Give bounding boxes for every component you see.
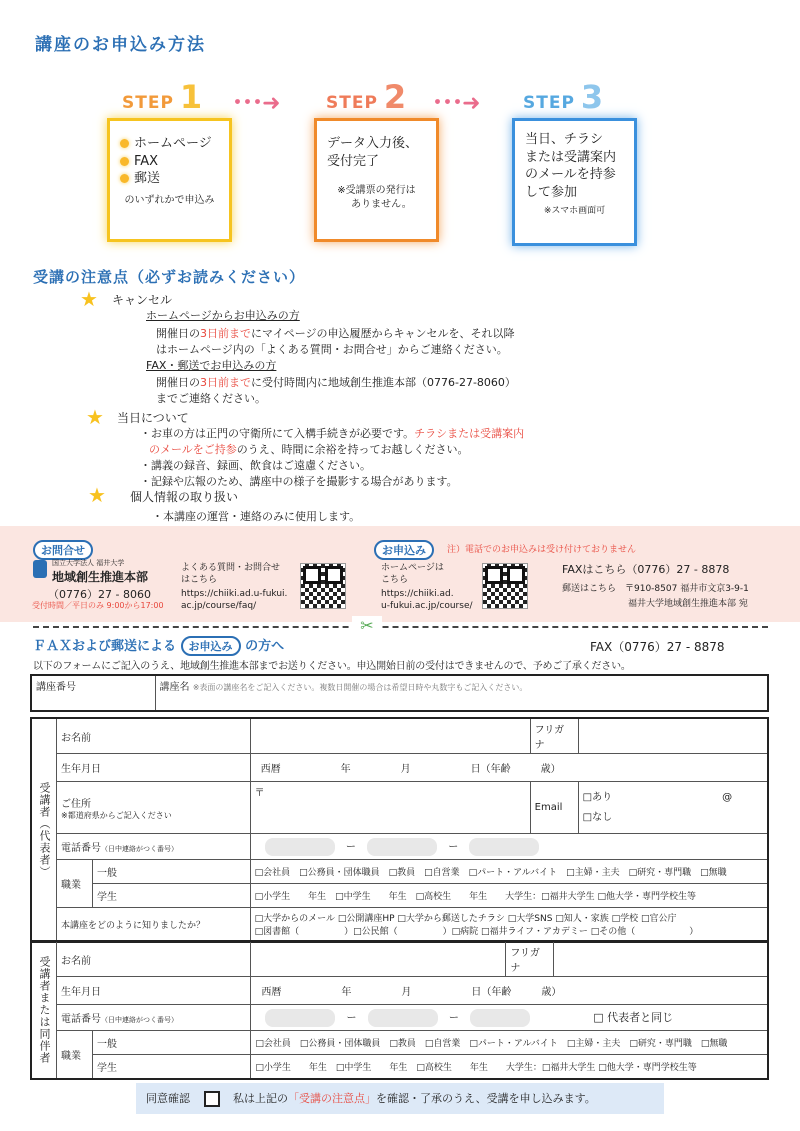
course-number-field[interactable]: 講座番号 (31, 675, 155, 711)
step-1-item: 郵送 (120, 170, 219, 188)
step-1-item: FAX (120, 153, 219, 171)
apply-pill: お申込み (374, 539, 434, 560)
cut-line (33, 626, 768, 628)
step-number: 3 (580, 78, 604, 116)
step-3-note: ※スマホ画面可 (543, 206, 606, 217)
general-label: 一般 (93, 1031, 251, 1055)
step-number: 1 (179, 78, 203, 116)
org-small: 国立大学法人 福井大学 (52, 559, 125, 567)
arrow-icon: ･･･➜ (432, 91, 480, 116)
how-label: 本講座をどのように知りましたか？ (57, 908, 251, 942)
name-field[interactable] (251, 941, 506, 977)
phone-warning: 注）電話でのお申込みは受け付けておりません (447, 545, 637, 555)
phone-label: 電話番号（日中連絡がつく番号） (57, 834, 251, 860)
step-label: STEP (326, 93, 378, 113)
faq-link[interactable]: https://chiiki.ad.u-fukui. ac.jp/course/faq/ (181, 589, 288, 611)
star-icon: ★ (86, 405, 104, 429)
birth-label: 生年月日 (57, 977, 251, 1005)
how-options[interactable]: □大学からのメール □公開講座HP □大学から郵送したチラシ □大学SNS □知人・家族 □学校 □官公庁 □図書館（ ）□公民館（ ）□病院 □福井ライフ・アカデミー □その他（ ） (250, 908, 768, 942)
furigana-label: フリガナ (530, 718, 578, 754)
step-3-main: 当日、チラシ または受講案内 のメールを持参 して参加 (525, 132, 617, 200)
privacy-text: ・本講座の運営・連絡のみに使用します。 (152, 510, 361, 523)
furigana-field[interactable] (578, 718, 768, 754)
companion-table (30, 940, 769, 1080)
step-2-note: ※受講票の発行は ありません。 (337, 185, 416, 210)
apply-fax: FAXはこちら（0776）27 - 8878 (562, 563, 730, 576)
step-3-box (512, 118, 637, 246)
phone-field[interactable]: ー ー □ 代表者と同じ (251, 1005, 768, 1031)
form-intro: 以下のフォームにご記入のうえ、地域創生推進本部までお送りください。申込開始日前の受付はできませんので、予めご了承ください。 (33, 661, 631, 672)
birth-field[interactable]: 西暦 年 月 日（年齢 歳） (250, 754, 768, 782)
step-number: 2 (383, 78, 407, 116)
representative-label: 受講者（代表者） (31, 718, 57, 942)
arrow-icon: ･･･➜ (232, 91, 280, 116)
sun-icon (120, 174, 129, 183)
address-field[interactable]: 〒 (250, 782, 530, 834)
hp-link[interactable]: https://chiiki.ad. u-fukui.ac.jp/course/ (381, 589, 473, 611)
birth-field[interactable]: 西暦 年 月 日（年齢 歳） (251, 977, 768, 1005)
step-2-main: データ入力後、 受付完了 (327, 136, 419, 169)
phone-field[interactable]: ー ー (250, 834, 768, 860)
student-options[interactable]: □小学生 年生 □中学生 年生 □高校生 年生 大学生：□福井大学生 □他大学・専門学校生等 (250, 884, 768, 908)
student-label: 学生 (93, 884, 251, 908)
job-label: 職業 (57, 1031, 93, 1079)
day-text: ・お車の方は正門の守衛所にて入構手続きが必要です。チラシまたは受講案内 のメールをご持参のうえ、時間に余裕を持ってお越しください。 ・講義の録音、録画、飲食はご遠慮ください。 ・記録や広報のため、講座中の様子を撮影する場合があります。 (140, 427, 525, 488)
scissors-icon: ✂ (352, 616, 382, 636)
email-label: Email (530, 782, 578, 834)
notice-title: 受講の注意点（必ずお読みください） (33, 268, 306, 286)
cancel-fax-title: FAX・郵送でお申込みの方 (146, 359, 277, 372)
job-label: 職業 (57, 860, 93, 908)
general-options[interactable]: □会社員 □公務員・団体職員 □教員 □自営業 □パート・アルバイト □主婦・主夫 □研究・専門職 □無職 (250, 860, 768, 884)
step-3-header (523, 78, 603, 116)
consent-checkbox[interactable] (204, 1091, 220, 1107)
general-options[interactable]: □会社員 □公務員・団体職員 □教員 □自営業 □パート・アルバイト □主婦・主夫 □研究・専門職 □無職 (251, 1031, 768, 1055)
student-options[interactable]: □小学生 年生 □中学生 年生 □高校生 年生 大学生：□福井大学生 □他大学・専門学校生等 (251, 1055, 768, 1079)
org-name: 地域創生推進本部 (52, 570, 149, 584)
birth-label: 生年月日 (57, 754, 251, 782)
privacy-heading: 個人情報の取り扱い (130, 490, 239, 504)
furigana-label: フリガナ (506, 941, 554, 977)
step-label: STEP (523, 93, 575, 113)
form-fax: FAX（0776）27 - 8878 (590, 640, 725, 654)
contact-tel: （0776）27 - 8060 (48, 588, 151, 601)
furigana-field[interactable] (554, 941, 768, 977)
form-title: ＦＡＸおよび郵送による お申込み の方へ (33, 635, 284, 656)
address-label: ご住所 ※都道府県からご記入ください (57, 782, 251, 834)
step-1-tail: のいずれかで申込み (124, 194, 215, 206)
star-icon: ★ (88, 483, 106, 507)
apply-mail-to: 福井大学地域創生推進本部 宛 (628, 599, 748, 609)
apply-mail: 郵送はこちら 〒910-8507 福井市文京3-9-1 (562, 584, 749, 594)
student-label: 学生 (93, 1055, 251, 1079)
step-2-header (326, 78, 406, 116)
cancel-heading: キャンセル (112, 293, 173, 307)
hp-text: ホームページは こちら (381, 563, 444, 585)
contact-hours: 受付時間／平日のみ 9:00から17:00 (32, 601, 164, 610)
general-label: 一般 (93, 860, 251, 884)
cancel-fax-text: 開催日の3日前までに受付時間内に地域創生推進本部（0776-27-8060） までご連絡ください。 (156, 376, 516, 405)
companion-label: 受講者または同伴者 (31, 941, 57, 1079)
day-heading: 当日について (117, 411, 189, 425)
faq-qr-code[interactable] (300, 563, 346, 609)
cancel-hp-title: ホームページからお申込みの方 (146, 309, 300, 322)
page-title: 講座のお申込み方法 (35, 35, 206, 55)
course-name-field[interactable]: 講座名 ※表面の講座名をご記入ください。複数日開催の場合は希望日時や丸数字もご記入ください。 (155, 675, 768, 711)
star-icon: ★ (80, 287, 98, 311)
apply-qr-code[interactable] (482, 563, 528, 609)
name-label: お名前 (57, 718, 251, 754)
university-logo-icon (33, 560, 47, 578)
step-1-header (122, 78, 202, 116)
step-1-box (107, 118, 232, 242)
same-as-rep-checkbox[interactable]: □ 代表者と同じ (593, 1010, 674, 1024)
sun-icon (120, 139, 129, 148)
contact-pill: お問合せ (33, 539, 93, 560)
name-label: お名前 (57, 941, 251, 977)
representative-table (30, 717, 769, 943)
faq-text: よくある質問・お問合せ はこちら (181, 563, 281, 585)
consent-label: 同意確認 (146, 1092, 190, 1105)
step-label: STEP (122, 93, 174, 113)
sun-icon (120, 157, 129, 166)
course-table (30, 674, 769, 712)
step-2-box (314, 118, 439, 242)
consent-bar: 同意確認 私は上記の「受講の注意点」を確認・了承のうえ、受講を申し込みます。 (136, 1083, 664, 1114)
email-field[interactable]: □あり @ □なし (578, 782, 768, 834)
name-field[interactable] (250, 718, 530, 754)
step-1-item: ホームページ (120, 135, 219, 153)
phone-label: 電話番号（日中連絡がつく番号） (57, 1005, 251, 1031)
cancel-hp-text: 開催日の3日前までにマイページの申込履歴からキャンセルを、それ以降 はホームページ内の「よくある質問・お問合せ」からご連絡ください。 (156, 327, 515, 356)
